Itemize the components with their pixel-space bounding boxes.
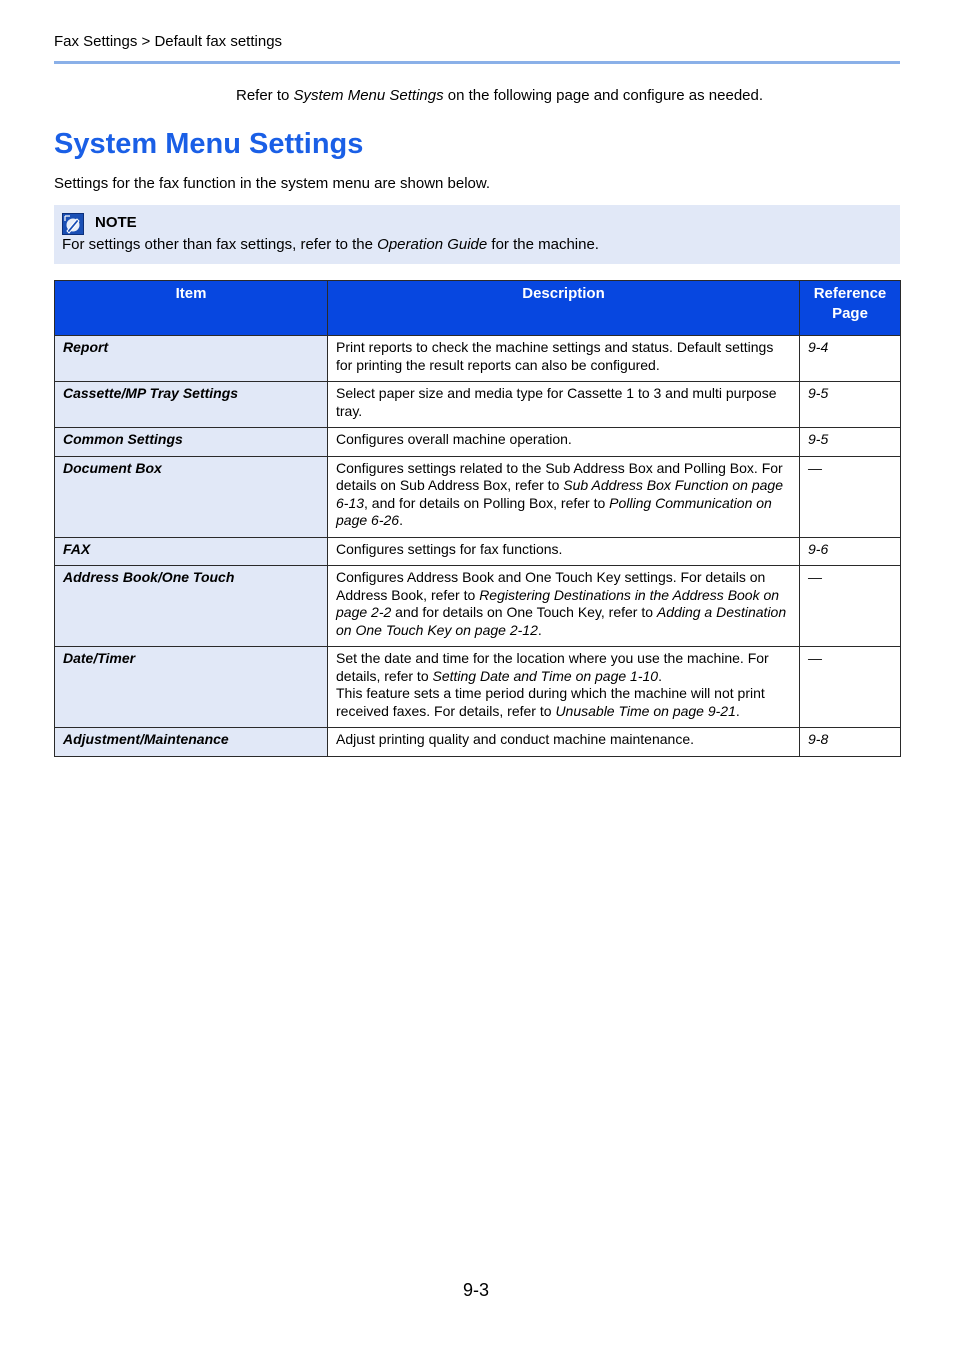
cross-reference-link[interactable]: Setting Date and Time on page 1-10 xyxy=(432,667,659,684)
setting-description xyxy=(328,566,800,647)
description-text: Configures Address Book and One Touch Key settings. For details on Address Book, refer to xyxy=(336,569,766,603)
refer-text-after: on the following page and configure as needed. xyxy=(443,87,764,104)
reference-page[interactable]: 9-5 xyxy=(800,428,901,457)
description-text: Adjust printing quality and conduct machine maintenance. xyxy=(336,731,694,747)
intro-text: Settings for the fax function in the system menu are shown below. xyxy=(54,175,491,192)
column-header-item: Item xyxy=(55,281,328,336)
system-menu-settings-table xyxy=(54,280,901,757)
description-text: . xyxy=(735,702,740,719)
table-row xyxy=(55,456,901,537)
description-text: . xyxy=(537,621,542,638)
setting-description xyxy=(328,456,800,537)
setting-description xyxy=(328,428,800,457)
setting-description xyxy=(328,336,800,382)
page-title: System Menu Settings xyxy=(54,128,364,160)
note-box xyxy=(54,205,900,264)
note-pen-icon xyxy=(62,213,84,235)
reference-page: — xyxy=(800,456,901,537)
page-number: 9-3 xyxy=(463,1280,490,1300)
table-row xyxy=(55,336,901,382)
table-row xyxy=(55,647,901,728)
setting-item-name: Adjustment/Maintenance xyxy=(55,728,328,757)
cross-reference-link[interactable]: Adding a Destination on One Touch Key on page 2-12 xyxy=(336,604,787,638)
setting-item-name: Report xyxy=(55,336,328,382)
refer-link[interactable]: System Menu Settings xyxy=(293,87,444,104)
description-text: Select paper size and media type for Cassette 1 to 3 and multi purpose tray. xyxy=(336,385,777,419)
setting-item-name: Document Box xyxy=(55,456,328,537)
description-text: . xyxy=(399,512,403,528)
reference-page[interactable]: 9-8 xyxy=(800,728,901,757)
reference-page[interactable]: 9-6 xyxy=(800,537,901,566)
setting-item-name: Date/Timer xyxy=(55,647,328,728)
table-row xyxy=(55,537,901,566)
cross-reference-link[interactable]: Registering Destinations in the Address Book on page 2-2 xyxy=(336,586,780,620)
reference-page[interactable]: 9-5 xyxy=(800,382,901,428)
table-row xyxy=(55,428,901,457)
note-guide-reference: Operation Guide xyxy=(377,236,488,253)
setting-item-name: Cassette/MP Tray Settings xyxy=(55,382,328,428)
description-text: and for details on One Touch Key, refer to xyxy=(391,604,657,620)
refer-text-before: Refer to xyxy=(236,87,294,104)
setting-description xyxy=(328,382,800,428)
table-header-row xyxy=(55,281,901,336)
setting-item-name: Common Settings xyxy=(55,428,328,457)
description-text: Set the date and time for the location where you use the machine. For details, refer to xyxy=(336,650,769,684)
cross-reference-link[interactable]: Polling Communication on page 6-26 xyxy=(336,494,772,528)
column-header-description: Description xyxy=(328,281,800,336)
setting-description xyxy=(328,728,800,757)
header-divider xyxy=(54,61,900,64)
description-text: Configures settings related to the Sub Address Box and Polling Box. For details on Sub Address Box, refer to xyxy=(336,459,783,493)
description-text: Print reports to check the machine settings and status. Default settings for printing the result reports can also be configured. xyxy=(336,339,774,373)
cross-reference-link[interactable]: Unusable Time on page 9-21 xyxy=(555,702,736,719)
description-text: Configures overall machine operation. xyxy=(336,431,572,447)
table-row xyxy=(55,566,901,647)
breadcrumb: Fax Settings > Default fax settings xyxy=(54,33,283,50)
description-text: . xyxy=(658,667,662,684)
table-row xyxy=(55,382,901,428)
setting-item-name: Address Book/One Touch xyxy=(55,566,328,647)
cross-reference-link[interactable]: Sub Address Box Function on page 6-13 xyxy=(336,477,783,511)
setting-description xyxy=(328,647,800,728)
setting-item-name: FAX xyxy=(55,537,328,566)
reference-page: — xyxy=(800,647,901,728)
reference-page: — xyxy=(800,566,901,647)
reference-page[interactable]: 9-4 xyxy=(800,336,901,382)
refer-instruction xyxy=(236,87,763,104)
table-row xyxy=(55,728,901,757)
column-header-reference-page: Reference Page xyxy=(800,281,901,336)
description-text: Configures settings for fax functions. xyxy=(336,540,563,557)
note-title: NOTE xyxy=(95,214,137,231)
note-text: For settings other than fax settings, refer to the Operation Guide for the machine. xyxy=(62,236,599,253)
description-text: This feature sets a time period during which the machine will not print received faxes. For details, refer to xyxy=(336,685,765,719)
description-text: , and for details on Polling Box, refer to xyxy=(364,494,610,511)
setting-description xyxy=(328,537,800,566)
